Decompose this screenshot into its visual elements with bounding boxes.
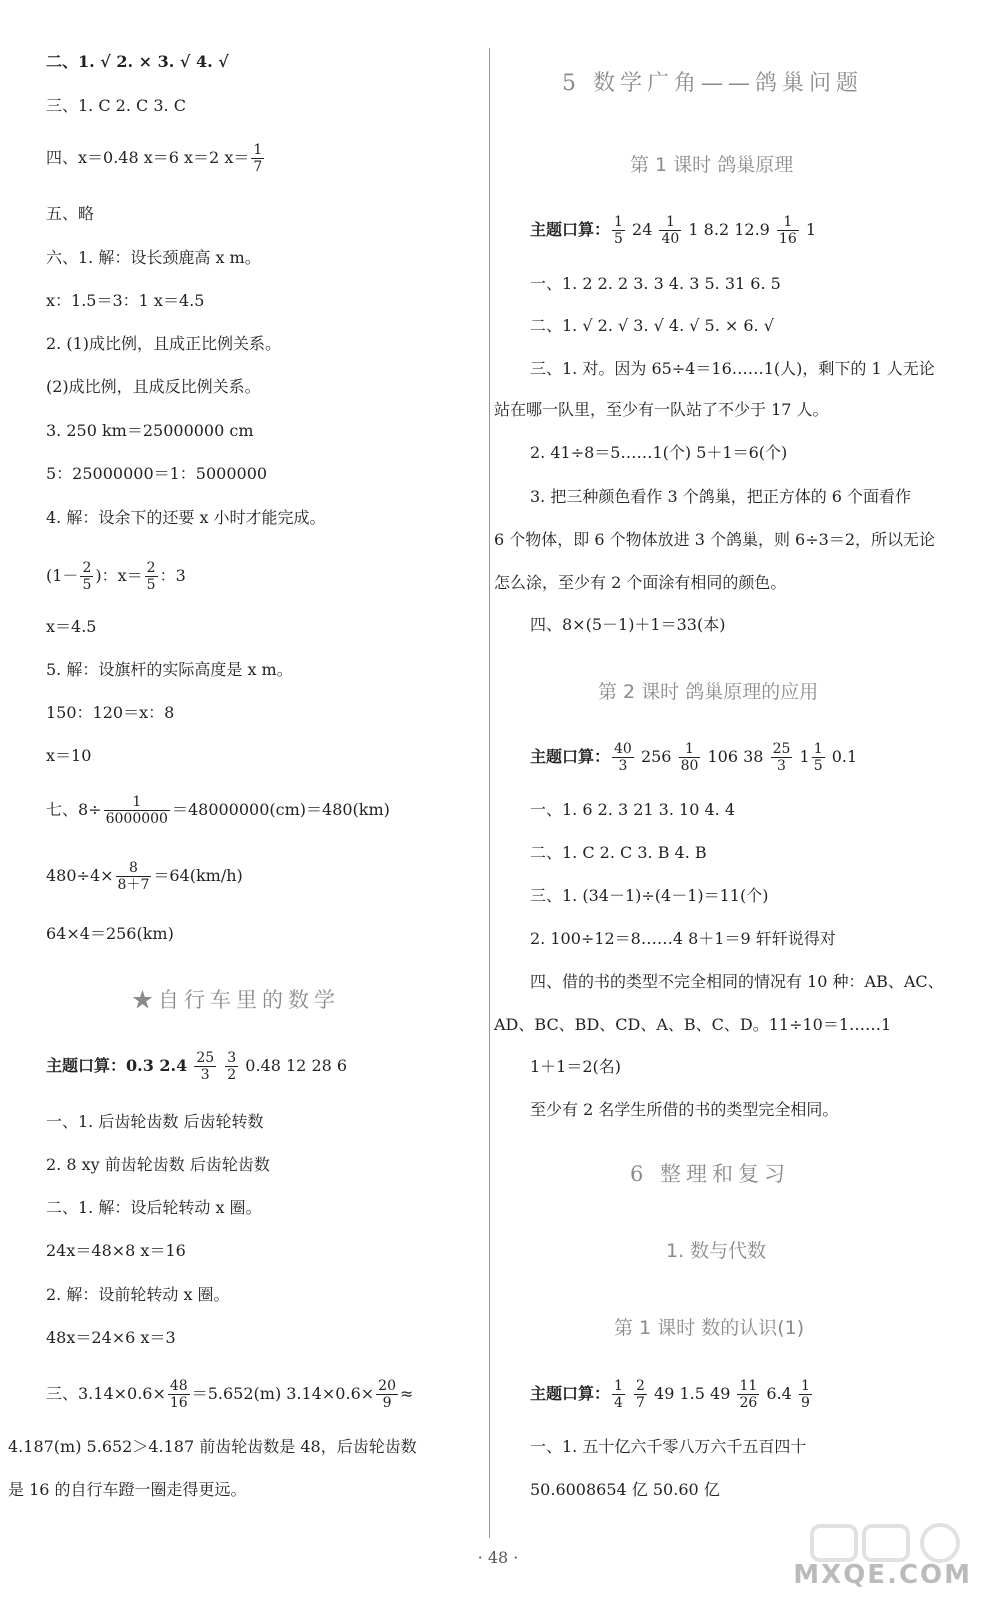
fraction: $\frac{40}{3}$ (614, 741, 632, 774)
answer-line: 主题口算： $\frac{1}{4}$ $\frac{2}{7}$ 49 1.5 49 $\frac{11}{26}$ 6.4 $\frac{1}{9}$ (530, 1378, 810, 1411)
answer-line: 二、1. √ 2. × 3. √ 4. √ (46, 52, 229, 71)
fraction: $\frac{1}{7}$ (253, 142, 263, 175)
answer-line: 64×4＝256(km) (46, 924, 174, 943)
answer-line: 一、1. 后齿轮齿数 后齿轮转数 (46, 1112, 264, 1131)
chapter-title: 6 整理和复习 (630, 1162, 791, 1186)
answer-line: 二、1. √ 2. √ 3. √ 4. √ 5. × 6. √ (530, 316, 774, 335)
answer-line: 三、1. 对。因为 65÷4＝16……1(人)，剩下的 1 人无论 (530, 359, 935, 378)
answer-line: 一、1. 2 2. 2 3. 3 4. 3 5. 31 6. 5 (530, 274, 781, 293)
answer-line: 一、1. 五十亿六千零八万六千五百四十 (530, 1437, 807, 1456)
answer-line: x＝4.5 (46, 617, 97, 636)
answer-line: 2. 41÷8＝5……1(个) 5＋1＝6(个) (530, 443, 788, 462)
answer-line: (2)成比例，且成反比例关系。 (46, 377, 261, 396)
answer-line: 5. 解：设旗杆的实际高度是 x m。 (46, 660, 293, 679)
answer-line: 站在哪一队里，至少有一队站了不少于 17 人。 (494, 400, 829, 419)
answer-line: 2. 解：设前轮转动 x 圈。 (46, 1285, 230, 1304)
lesson-title: 第 1 课时 鸽巢原理 (630, 154, 794, 176)
answer-line: 24x＝48×8 x＝16 (46, 1241, 186, 1260)
answer-line: x＝10 (46, 746, 92, 765)
answer-line: 七、8÷ $\frac{1}{6000000}$ ＝48000000(cm)＝480(km) (46, 794, 390, 827)
answer-line: 五、略 (46, 204, 95, 223)
subsection-title: 1. 数与代数 (666, 1240, 767, 1262)
fraction: $\frac{1}{5}$ (813, 741, 823, 774)
fraction: $\frac{1}{40}$ (661, 214, 680, 247)
chapter-title: 5 数学广角——鸽巢问题 (562, 71, 863, 96)
fraction: $\frac{11}{26}$ (739, 1378, 758, 1411)
answer-line: 主题口算： $\frac{1}{5}$ 24 $\frac{1}{40}$ 1 8.2 12.9 $\frac{1}{16}$ 1 (530, 214, 817, 247)
answer-line: 2. 100÷12＝8……4 8＋1＝9 轩轩说得对 (530, 929, 836, 948)
lesson-title: 第 2 课时 鸽巢原理的应用 (598, 681, 819, 703)
answer-line: 50.6008654 亿 50.60 亿 (530, 1480, 720, 1499)
answer-line: 48x＝24×6 x＝3 (46, 1328, 176, 1347)
answer-line: x：1.5＝3：1 x＝4.5 (46, 291, 205, 310)
answer-line: 6 个物体，即 6 个物体放进 3 个鸽巢，则 6÷3＝2，所以无论 (494, 530, 936, 549)
lesson-title: 第 1 课时 数的认识(1) (614, 1317, 805, 1339)
answer-line: 4. 解：设余下的还要 x 小时才能完成。 (46, 508, 326, 527)
answer-line: 六、1. 解：设长颈鹿高 x m。 (46, 248, 261, 267)
fraction: $\frac{1}{80}$ (680, 741, 699, 774)
fraction: $\frac{1}{5}$ (614, 214, 623, 247)
answer-line: 480÷4× $\frac{8}{8+7}$ ＝64(km/h) (46, 860, 243, 893)
watermark-text: MXQE.COM (793, 1560, 972, 1590)
answer-line: 二、1. 解：设后轮转动 x 圈。 (46, 1198, 262, 1217)
answer-line: 150：120＝x：8 (46, 703, 175, 722)
answer-line: 是 16 的自行车蹬一圈走得更远。 (8, 1480, 247, 1499)
answer-line: 主题口算：0.3 2.4 $\frac{25}{3}$ $\frac{3}{2}$ 0.48 12 28 6 (46, 1050, 348, 1083)
fraction: $\frac{1}{6000000}$ (105, 794, 168, 827)
fraction: $\frac{48}{16}$ (169, 1378, 188, 1411)
answer-line: 怎么涂，至少有 2 个面涂有相同的颜色。 (494, 573, 787, 592)
answer-line: 二、1. C 2. C 3. B 4. B (530, 843, 707, 862)
answer-line: 四、8×(5－1)＋1＝33(本) (530, 615, 726, 634)
answer-line: 一、1. 6 2. 3 21 3. 10 4. 4 (530, 800, 736, 819)
fraction: $\frac{1}{4}$ (614, 1378, 623, 1411)
fraction: $\frac{25}{3}$ (196, 1050, 215, 1083)
fraction: $\frac{25}{3}$ (772, 741, 791, 774)
answer-line: 四、借的书的类型不完全相同的情况有 10 种：AB、AC、 (530, 972, 944, 991)
fraction: $\frac{3}{2}$ (227, 1050, 237, 1083)
fraction: $\frac{2}{5}$ (146, 560, 156, 593)
section-title: ★自行车里的数学 (132, 988, 340, 1012)
answer-line: 三、3.14×0.6× $\frac{48}{16}$ ＝5.652(m) 3.14×0.6× $\frac{20}{9}$ ≈ (46, 1378, 414, 1411)
fraction: $\frac{8}{8+7}$ (117, 860, 150, 893)
answer-line: 2. 8 xy 前齿轮齿数 后齿轮齿数 (46, 1155, 270, 1174)
answer-line: 四、x＝0.48 x＝6 x＝2 x＝ $\frac{1}{7}$ (46, 142, 263, 175)
fraction: $\frac{2}{7}$ (636, 1378, 645, 1411)
page-number: · 48 · (477, 1548, 519, 1567)
answer-line: 三、1. (34－1)÷(4－1)＝11(个) (530, 886, 769, 905)
answer-line: 2. (1)成比例，且成正比例关系。 (46, 334, 282, 353)
answer-line: 4.187(m) 5.652＞4.187 前齿轮齿数是 48，后齿轮齿数 (8, 1437, 417, 1456)
answer-line: AD、BC、BD、CD、A、B、C、D。11÷10＝1……1 (494, 1015, 892, 1034)
fraction: $\frac{1}{16}$ (778, 214, 797, 247)
answer-line: 3. 250 km＝25000000 cm (46, 421, 254, 440)
answer-line: 主题口算： $\frac{40}{3}$ 256 $\frac{1}{80}$ 106 38 $\frac{25}{3}$ 1 $\frac{1}{5}$ 0.1 (530, 741, 858, 774)
answer-line: 5：25000000＝1：5000000 (46, 464, 268, 483)
answer-line: 至少有 2 名学生所借的书的类型完全相同。 (530, 1100, 839, 1119)
answer-line: (1－ $\frac{2}{5}$ )：x＝ $\frac{2}{5}$ ：3 (46, 560, 186, 593)
fraction: $\frac{20}{9}$ (378, 1378, 396, 1411)
answer-line: 3. 把三种颜色看作 3 个鸽巢，把正方体的 6 个面看作 (530, 487, 912, 506)
answer-line: 三、1. C 2. C 3. C (46, 96, 186, 115)
column-divider (489, 48, 490, 1538)
fraction: $\frac{2}{5}$ (82, 560, 92, 593)
fraction: $\frac{1}{9}$ (800, 1378, 810, 1411)
answer-line: 1＋1＝2(名) (530, 1057, 622, 1076)
